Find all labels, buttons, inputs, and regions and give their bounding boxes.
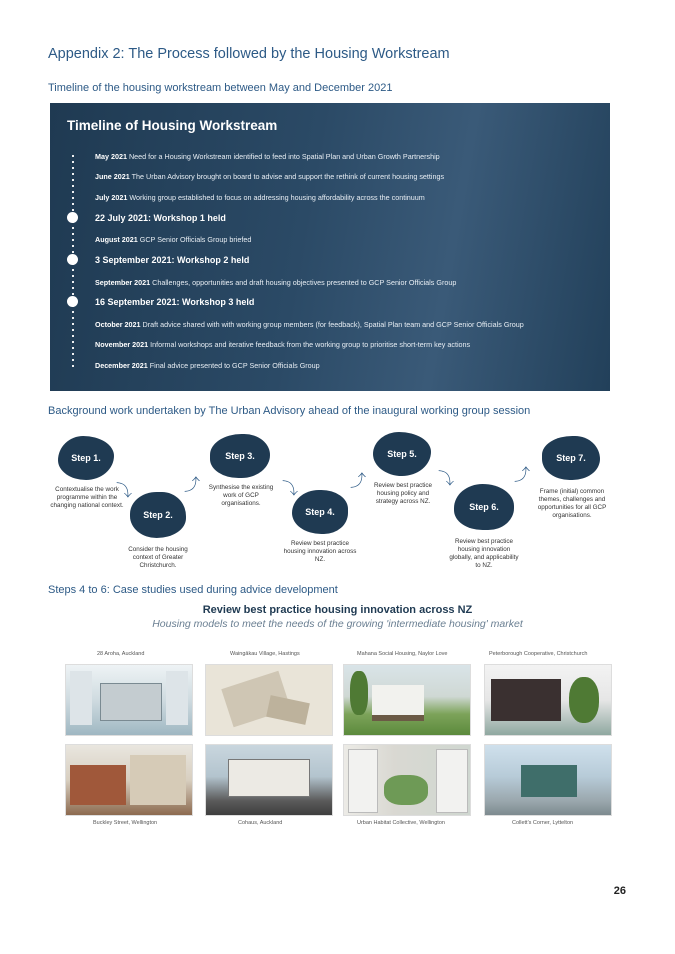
curved-arrow-icon: ⤴ <box>184 477 201 494</box>
case-caption-bottom: Collett's Corner, Lyttelton <box>512 820 574 826</box>
step-3-desc: Synthesise the existing work of GCP organisations. <box>208 484 274 507</box>
case-image-urban-habitat-collective <box>343 744 471 816</box>
curved-arrow-icon: ⤵ <box>116 483 133 500</box>
timeline-item: August 2021 GCP Senior Officials Group briefed <box>95 235 252 244</box>
case-image-28-aroha <box>65 664 193 736</box>
step-7-blob: Step 7. <box>542 436 600 480</box>
step-2-blob: Step 2. <box>130 492 186 538</box>
timeline-workshop: 3 September 2021: Workshop 2 held <box>95 255 250 265</box>
case-caption-top: Mahana Social Housing, Naylor Love <box>357 651 448 657</box>
timeline-item: June 2021 The Urban Advisory brought on board to advise and support the rethink of current housing settings <box>95 172 445 181</box>
step-1-blob: Step 1. <box>58 436 114 480</box>
step-3-blob: Step 3. <box>210 434 270 478</box>
curved-arrow-icon: ⤵ <box>282 481 299 498</box>
case-image-mahana-social-housing <box>343 664 471 736</box>
page-heading: Appendix 2: The Process followed by the Housing Workstream <box>48 46 450 62</box>
timeline-workshop: 22 July 2021: Workshop 1 held <box>95 213 226 223</box>
timeline-item: July 2021 Working group established to focus on addressing housing affordability across the continuum <box>95 193 425 202</box>
case-image-waingakau-village <box>205 664 333 736</box>
curved-arrow-icon: ⤴ <box>350 473 367 490</box>
case-caption-bottom: Buckley Street, Wellington <box>93 820 158 826</box>
case-caption: Steps 4 to 6: Case studies used during advice development <box>48 584 338 596</box>
timeline-item: October 2021 Draft advice shared with with working group members (for feedback), Spatial Plan team and GCP Senior Officials Group <box>95 320 524 329</box>
workshop-dot-icon <box>67 254 78 265</box>
step-4-desc: Review best practice housing innovation across NZ. <box>283 540 357 563</box>
case-study-title: Review best practice housing innovation across NZ <box>202 604 473 616</box>
case-caption-bottom: Urban Habitat Collective, Wellington <box>357 820 445 826</box>
page-number: 26 <box>613 885 626 897</box>
case-image-colletts-corner <box>484 744 612 816</box>
curved-arrow-icon: ⤵ <box>438 471 455 488</box>
case-caption-top: Peterborough Cooperative, Christchurch <box>489 651 588 657</box>
step-4-blob: Step 4. <box>292 490 348 534</box>
background-caption: Background work undertaken by The Urban Advisory ahead of the inaugural working group session <box>48 405 531 417</box>
case-caption-bottom: Cohaus, Auckland <box>238 820 283 826</box>
case-image-cohaus <box>205 744 333 816</box>
workshop-dot-icon <box>67 296 78 307</box>
step-1-desc: Contextualise the work programme within the changing national context. <box>50 486 124 509</box>
step-7-desc: Frame (initial) common themes, challenges and opportunities for all GCP organisations. <box>537 488 607 519</box>
case-image-buckley-street <box>65 744 193 816</box>
curved-arrow-icon: ⤴ <box>514 467 531 484</box>
timeline-item: May 2021 Need for a Housing Workstream identified to feed into Spatial Plan and Urban Growth Partnership <box>95 152 440 161</box>
step-2-desc: Consider the housing context of Greater Christchurch. <box>128 546 188 569</box>
timeline-item: September 2021 Challenges, opportunities and draft housing objectives presented to GCP Senior Officials Group <box>95 278 457 287</box>
case-study-subtitle: Housing models to meet the needs of the growing 'intermediate housing' market <box>152 618 523 630</box>
step-6-desc: Review best practice housing innovation globally, and applicability to NZ. <box>449 538 519 569</box>
case-image-peterborough-cooperative <box>484 664 612 736</box>
timeline-item: December 2021 Final advice presented to GCP Senior Officials Group <box>95 361 320 370</box>
timeline-panel <box>50 103 610 391</box>
workshop-dot-icon <box>67 212 78 223</box>
step-5-blob: Step 5. <box>373 432 431 476</box>
step-6-blob: Step 6. <box>454 484 514 530</box>
timeline-caption: Timeline of the housing workstream between May and December 2021 <box>48 82 393 94</box>
timeline-title: Timeline of Housing Workstream <box>67 118 278 133</box>
step-5-desc: Review best practice housing policy and strategy across NZ. <box>373 482 433 505</box>
timeline-workshop: 16 September 2021: Workshop 3 held <box>95 297 255 307</box>
timeline-item: November 2021 Informal workshops and iterative feedback from the working group to prioritise short-term key actions <box>95 340 471 349</box>
case-caption-top: Waingākau Village, Hastings <box>230 651 300 657</box>
case-caption-top: 28 Aroha, Auckland <box>97 651 145 657</box>
